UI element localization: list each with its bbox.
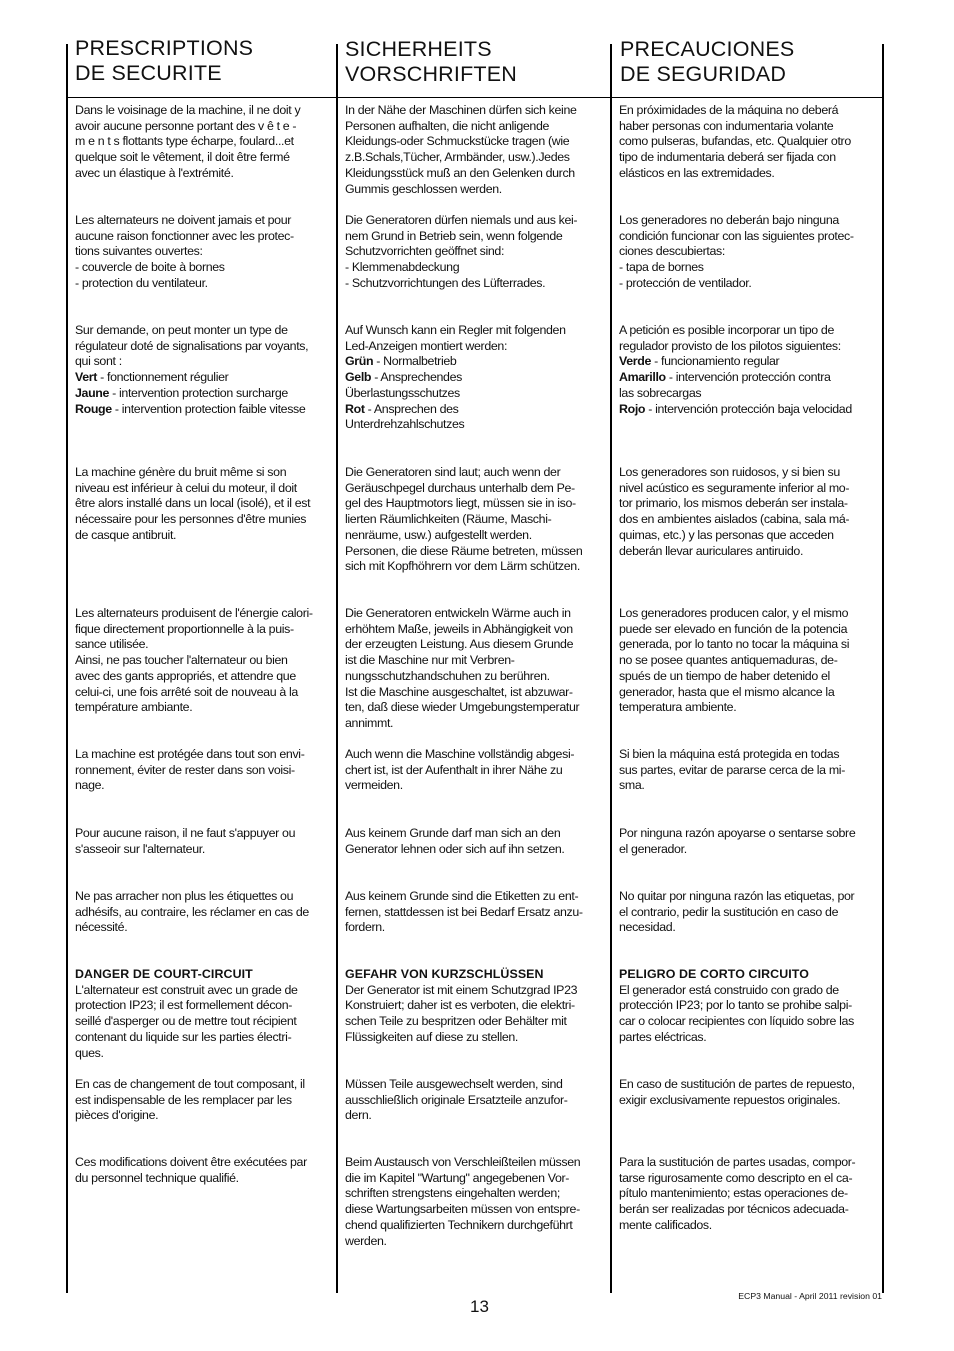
text-line: avec des gants appropriés, et attendre que [75, 668, 296, 683]
column-rule-left [66, 44, 68, 1293]
text-line: necesidad. [619, 920, 676, 935]
text-line: La machine est protégée dans tout son envi- [75, 747, 305, 761]
text-line: sma. [619, 778, 645, 793]
heading-line: SICHERHEITS [345, 37, 492, 61]
text-line: Beim Austausch von Verschleißteilen müssen [345, 1155, 581, 1169]
text-line: como pulseras, bufandas, etc. Qualquier otro [619, 134, 851, 149]
color-label: Gelb [345, 370, 372, 385]
text-line: - protection du ventilateur. [75, 275, 208, 290]
text-line: nivel acústico es seguramente inferior al mo- [619, 480, 850, 495]
text-line: Led-Anzeigen montiert werden: [345, 338, 508, 353]
text-line: Rot - Ansprechen des [345, 401, 459, 416]
text-line: En cas de changement de tout composant, il [75, 1077, 305, 1091]
text-line: No quitar por ninguna razón las etiquetas, por [619, 889, 855, 903]
text-line: Personen aufhalten, die nicht anligende [345, 118, 550, 133]
paragraph-fr-10 [75, 1077, 328, 1124]
text-line: deberán llevar auriculares antiruido. [619, 543, 804, 558]
text-line: Geräuschpegel durchaus unterhalb dem Pe- [345, 480, 575, 495]
text-line: Amarillo - intervención protección contra [619, 370, 831, 385]
text-line: Die Generatoren sind laut; auch wenn der [345, 465, 561, 479]
paragraph-es-10 [619, 1077, 873, 1108]
text-line: nem Grund in Betrieb sein, wenn folgende [345, 228, 563, 243]
text-line: fernen, stattdessen ist bei Bedarf Ersatz anzu- [345, 904, 583, 919]
text-line: elásticos en las extremidades. [619, 165, 775, 180]
text-line: Verde - funcionamiento regular [619, 354, 780, 369]
text-line: Aus keinem Grunde sind die Etiketten zu ent- [345, 889, 579, 903]
heading-line: PRESCRIPTIONS [75, 36, 254, 60]
paragraph-fr-8 [75, 889, 328, 936]
text-line: Los generadores no deberán bajo ninguna [619, 213, 839, 227]
text-line: L'alternateur est construit avec un grade de [75, 982, 298, 997]
heading-spanish [620, 37, 794, 87]
text-line: generada, por lo tanto no tocar la máquina si [619, 637, 850, 652]
paragraph-de-2 [345, 213, 602, 292]
color-label: Rot [345, 401, 365, 416]
text-line: celui-ci, une fois arrêté soit de nouveau à la [75, 684, 298, 699]
text-line: Les alternateurs ne doivent jamais et pour [75, 213, 292, 227]
page-number: 13 [470, 1297, 489, 1316]
text-line: tor primario, los mismos deberán ser instala- [619, 496, 848, 511]
text-line: A petición es posible incorporar un tipo de [619, 323, 835, 337]
text-line: adhésifs, au contraire, les réclamer en cas de [75, 904, 309, 919]
text-line: Los generadores producen calor, y el mismo [619, 606, 849, 620]
paragraph-fr-2 [75, 213, 328, 292]
text-line: quelque soit le vêtement, il doit être fermé [75, 150, 290, 165]
paragraph-de-3 [345, 323, 602, 433]
text-line: - Schutzvorrichtungen des Lüfterrades. [345, 275, 546, 290]
text-line: spués de un tiempo de haber detenido el [619, 668, 830, 683]
text-line: pítulo mantenimiento; estas operaciones de- [619, 1186, 848, 1201]
text-line: car o colocar recipientes con líquido sobre las [619, 1014, 854, 1029]
text-line: du personnel technique qualifié. [75, 1170, 239, 1185]
text-line: ciones descubiertas: [619, 244, 725, 259]
text-line: El generador está construido con grado de [619, 982, 839, 997]
paragraph-fr-5 [75, 606, 328, 716]
text-line: Konstruiert; daher ist es verboten, die elektri- [345, 998, 575, 1013]
text-line: temperatura ambiente. [619, 700, 737, 715]
text-line: nécessaire pour les personnes d'être munies [75, 512, 307, 527]
text-line: ques. [75, 1045, 104, 1060]
text-line: Auf Wunsch kann ein Regler mit folgenden [345, 323, 566, 337]
paragraph-de-4 [345, 465, 602, 575]
text-line: Personen, die diese Räume betreten, müssen [345, 543, 583, 558]
paragraph-fr-4 [75, 465, 328, 544]
heading-line: PRECAUCIONES [620, 37, 795, 61]
text-line: tipo de indumentaria deberá ser fijada con [619, 150, 836, 165]
heading-line: DE SEGURIDAD [620, 62, 787, 86]
text-line: nenräume, usw.) aufgestellt werden. [345, 527, 532, 542]
text-line: las sobrecargas [619, 385, 702, 400]
text-line: Überlastungsschutzes [345, 385, 460, 400]
color-label: Jaune [75, 385, 110, 400]
text-line: est indispensable de les remplacer par les [75, 1092, 292, 1107]
text-line: s'asseoir sur l'alternateur. [75, 841, 205, 856]
paragraph-es-2 [619, 213, 873, 292]
text-line: ronnement, éviter de rester dans son voisi- [75, 762, 295, 777]
text-line: nécessité. [75, 920, 128, 935]
text-line: mente calificados. [619, 1217, 712, 1232]
text-line: pièces d'origine. [75, 1108, 159, 1123]
text-line: el contrario, pedir la sustitución en caso de [619, 904, 839, 919]
footer-note: ECP3 Manual - April 2011 revision 01 [738, 1291, 882, 1301]
paragraph-fr-9 [75, 967, 328, 1061]
text-line: Flüssigkeiten auf diese zu stellen. [345, 1029, 519, 1044]
paragraph-es-4 [619, 465, 873, 559]
text-line: Aus keinem Grunde darf man sich an den [345, 826, 561, 840]
text-line: Si bien la máquina está protegida en todas [619, 747, 840, 761]
color-label: Rouge [75, 401, 112, 416]
text-line: fique directement proportionnelle à la puis- [75, 621, 294, 636]
text-line: Rouge - intervention protection faible vitesse [75, 401, 306, 416]
text-line: Auch wenn die Maschine vollständig abgesi- [345, 747, 575, 761]
text-line: werden. [345, 1233, 387, 1248]
text-line: nage. [75, 778, 105, 793]
color-label: Amarillo [619, 370, 666, 385]
column-rule-2 [610, 44, 612, 1293]
text-line: - tapa de bornes [619, 260, 704, 275]
color-label: Verde [619, 354, 652, 369]
text-line: sus partes, evitar de pararse cerca de la mi- [619, 762, 845, 777]
text-line: z.B.Schals,Tücher, Armbänder, usw.).Jedes [345, 150, 570, 165]
header-rule [68, 97, 884, 98]
paragraph-es-11 [619, 1155, 873, 1234]
paragraph-fr-1 [75, 103, 328, 182]
text-line: exigir exclusivamente repuestos originales. [619, 1092, 841, 1107]
text-line: Por ninguna razón apoyarse o sentarse sobre [619, 826, 856, 840]
color-label: Rojo [619, 401, 646, 416]
heading-french [75, 36, 253, 86]
text-line: régulateur doté de signalisations par voyants, [75, 338, 309, 353]
text-line: Ist die Maschine ausgeschaltet, ist abzuwar- [345, 684, 573, 699]
text-line: Grün - Normalbetrieb [345, 354, 457, 369]
heading-line: DE SECURITE [75, 61, 222, 85]
text-line: température ambiante. [75, 700, 193, 715]
text-line: Schutzvorrichten geöffnet sind: [345, 244, 505, 259]
text-line: Les alternateurs produisent de l'énergie calori- [75, 606, 313, 620]
text-line: berán ser realizadas por técnicos adecuada- [619, 1202, 849, 1217]
text-line: Los generadores son ruidosos, y si bien su [619, 465, 840, 479]
text-line: Rojo - intervención protección baja velocidad [619, 401, 852, 416]
paragraph-de-6 [345, 747, 602, 794]
paragraph-es-5 [619, 606, 873, 716]
text-line: de casque antibruit. [75, 527, 177, 542]
text-line: Kleidungsstück muß an den Gelenken durch [345, 165, 575, 180]
text-line: dos en ambientes aislados (cabina, sala má- [619, 512, 850, 527]
paragraph-de-11 [345, 1155, 602, 1249]
text-line: diese Wartungsarbeiten müssen von entspre- [345, 1202, 580, 1217]
text-line: condición funcionar con las siguientes protec- [619, 228, 854, 243]
text-line: sich mit Kopfhöhrern vor dem Lärm schützen. [345, 559, 580, 574]
column-rule-1 [336, 44, 338, 1293]
text-line: Ces modifications doivent être exécutées par [75, 1155, 307, 1169]
heading-german [345, 37, 517, 87]
text-line: ten, daß diese wieder Umgebungstemperatur [345, 700, 580, 715]
text-line: chert ist, ist der Aufenthalt in ihrer Nähe zu [345, 762, 563, 777]
text-line: Ne pas arracher non plus les étiquettes ou [75, 889, 294, 903]
text-line: Vert - fonctionnement régulier [75, 370, 229, 385]
text-line: protección IP23; por lo tanto se prohibe salpi- [619, 998, 852, 1013]
text-line: protection IP23; il est formellement décon- [75, 998, 293, 1013]
text-line: der erzeugten Leistung. Aus diesem Grunde [345, 637, 574, 652]
text-line: Sur demande, on peut monter un type de [75, 323, 288, 337]
text-line: fordern. [345, 920, 385, 935]
text-line: avoir aucune personne portant des v ê t e - [75, 118, 297, 133]
text-line: generador, hasta que el mismo alcance la [619, 684, 835, 699]
paragraph-fr-6 [75, 747, 328, 794]
text-line: chend qualifizierten Technikern durchgeführt [345, 1217, 573, 1232]
text-line: être alors installé dans un local (isolé), et il est [75, 496, 311, 511]
paragraph-es-1 [619, 103, 873, 182]
text-line: Pour aucune raison, il ne faut s'appuyer ou [75, 826, 296, 840]
text-line: Kleidungs-oder Schmuckstücke tragen (wie [345, 134, 570, 149]
text-line: - protección de ventilador. [619, 275, 752, 290]
paragraph-de-7 [345, 826, 602, 857]
text-line: ist die Maschine nur mit Verbren- [345, 653, 515, 668]
paragraph-fr-7 [75, 826, 328, 857]
text-line: puede ser elevado en función de la potencia [619, 621, 848, 636]
text-line: annimmt. [345, 715, 394, 730]
text-line: In der Nähe der Maschinen dürfen sich keine [345, 103, 577, 117]
text-line: tions suivantes ouvertes: [75, 244, 203, 259]
text-line: avec un élastique à l'extrémité. [75, 165, 234, 180]
text-line: En caso de sustitución de partes de repuesto, [619, 1077, 855, 1091]
text-line: PELIGRO DE CORTO CIRCUITO [619, 967, 809, 981]
text-line: gel des Hauptmotors liegt, müssen sie in iso- [345, 496, 576, 511]
text-line: Jaune - intervention protection surcharge [75, 385, 288, 400]
text-line: DANGER DE COURT-CIRCUIT [75, 967, 253, 981]
text-line: haber personas con indumentaria volante [619, 118, 834, 133]
text-line: dern. [345, 1108, 372, 1123]
paragraph-de-9 [345, 967, 602, 1046]
text-line: Die Generatoren entwickeln Wärme auch in [345, 606, 571, 620]
text-line: Müssen Teile ausgewechselt werden, sind [345, 1077, 563, 1091]
text-line: Dans le voisinage de la machine, il ne doit y [75, 103, 301, 117]
text-line: La machine génère du bruit même si son [75, 465, 287, 479]
text-line: Die Generatoren dürfen niemals und aus kei- [345, 213, 578, 227]
text-line: lierten Räumlichkeiten (Räume, Maschi- [345, 512, 552, 527]
text-line: schriften strengstens eingehalten werden; [345, 1186, 561, 1201]
color-label: Vert [75, 370, 98, 385]
text-line: seillé d'asperger ou de mettre tout récipient [75, 1014, 297, 1029]
paragraph-es-6 [619, 747, 873, 794]
text-line: - Klemmenabdeckung [345, 260, 460, 275]
text-line: el generador. [619, 841, 687, 856]
paragraph-fr-3 [75, 323, 328, 417]
text-line: tarse rigurosamente como descripto en el ca- [619, 1170, 853, 1185]
text-line: Unterdrehzahlschutzes [345, 417, 465, 432]
text-line: quimas, etc.) y las personas que acceden [619, 527, 834, 542]
paragraph-es-9 [619, 967, 873, 1046]
text-line: sance utilisée. [75, 637, 149, 652]
text-line: aucune raison fonctionner avec les protec- [75, 228, 294, 243]
text-line: En próximidades de la máquina no deberá [619, 103, 839, 117]
text-line: no se posee quantes antiquemaduras, de- [619, 653, 838, 668]
text-line: Generator lehnen oder sich auf ihn setzen. [345, 841, 565, 856]
text-line: - couvercle de boite à bornes [75, 260, 225, 275]
text-line: Ainsi, ne pas toucher l'alternateur ou bien [75, 653, 288, 668]
text-line: nungsschutzhandschuhen zu berühren. [345, 668, 550, 683]
text-line: qui sont : [75, 354, 122, 369]
paragraph-de-10 [345, 1077, 602, 1124]
paragraph-es-7 [619, 826, 873, 857]
text-line: contenant du liquide sur les parties électri- [75, 1029, 292, 1044]
text-line: schen Teile zu bespritzen oder Behälter mit [345, 1014, 567, 1029]
color-label: Grün [345, 354, 374, 369]
paragraph-es-8 [619, 889, 873, 936]
text-line: Para la sustitución de partes usadas, compor- [619, 1155, 856, 1169]
text-line: regulador provisto de los pilotos siguientes: [619, 338, 841, 353]
text-line: partes eléctricas. [619, 1029, 707, 1044]
text-line: Gelb - Ansprechendes [345, 370, 462, 385]
text-line: vermeiden. [345, 778, 403, 793]
paragraph-de-1 [345, 103, 602, 197]
text-line: Der Generator ist mit einem Schutzgrad IP23 [345, 982, 578, 997]
paragraph-de-5 [345, 606, 602, 732]
text-line: GEFAHR VON KURZSCHLÜSSEN [345, 967, 544, 981]
paragraph-fr-11 [75, 1155, 328, 1186]
text-line: ausschließlich originale Ersatzteile anzufor- [345, 1092, 568, 1107]
text-line: Gummis geschlossen werden. [345, 181, 502, 196]
text-line: m e n t s flottants type écharpe, foulard...et [75, 134, 294, 149]
paragraph-es-3 [619, 323, 873, 417]
text-line: erhöhtem Maße, jeweils in Abhängigkeit von [345, 621, 573, 636]
column-rule-right [882, 44, 884, 1293]
paragraph-de-8 [345, 889, 602, 936]
heading-line: VORSCHRIFTEN [345, 62, 518, 86]
text-line: die im Kapitel "Wartung" angegebenen Vor- [345, 1170, 570, 1185]
text-line: niveau est inférieur à celui du moteur, il doit [75, 480, 297, 495]
